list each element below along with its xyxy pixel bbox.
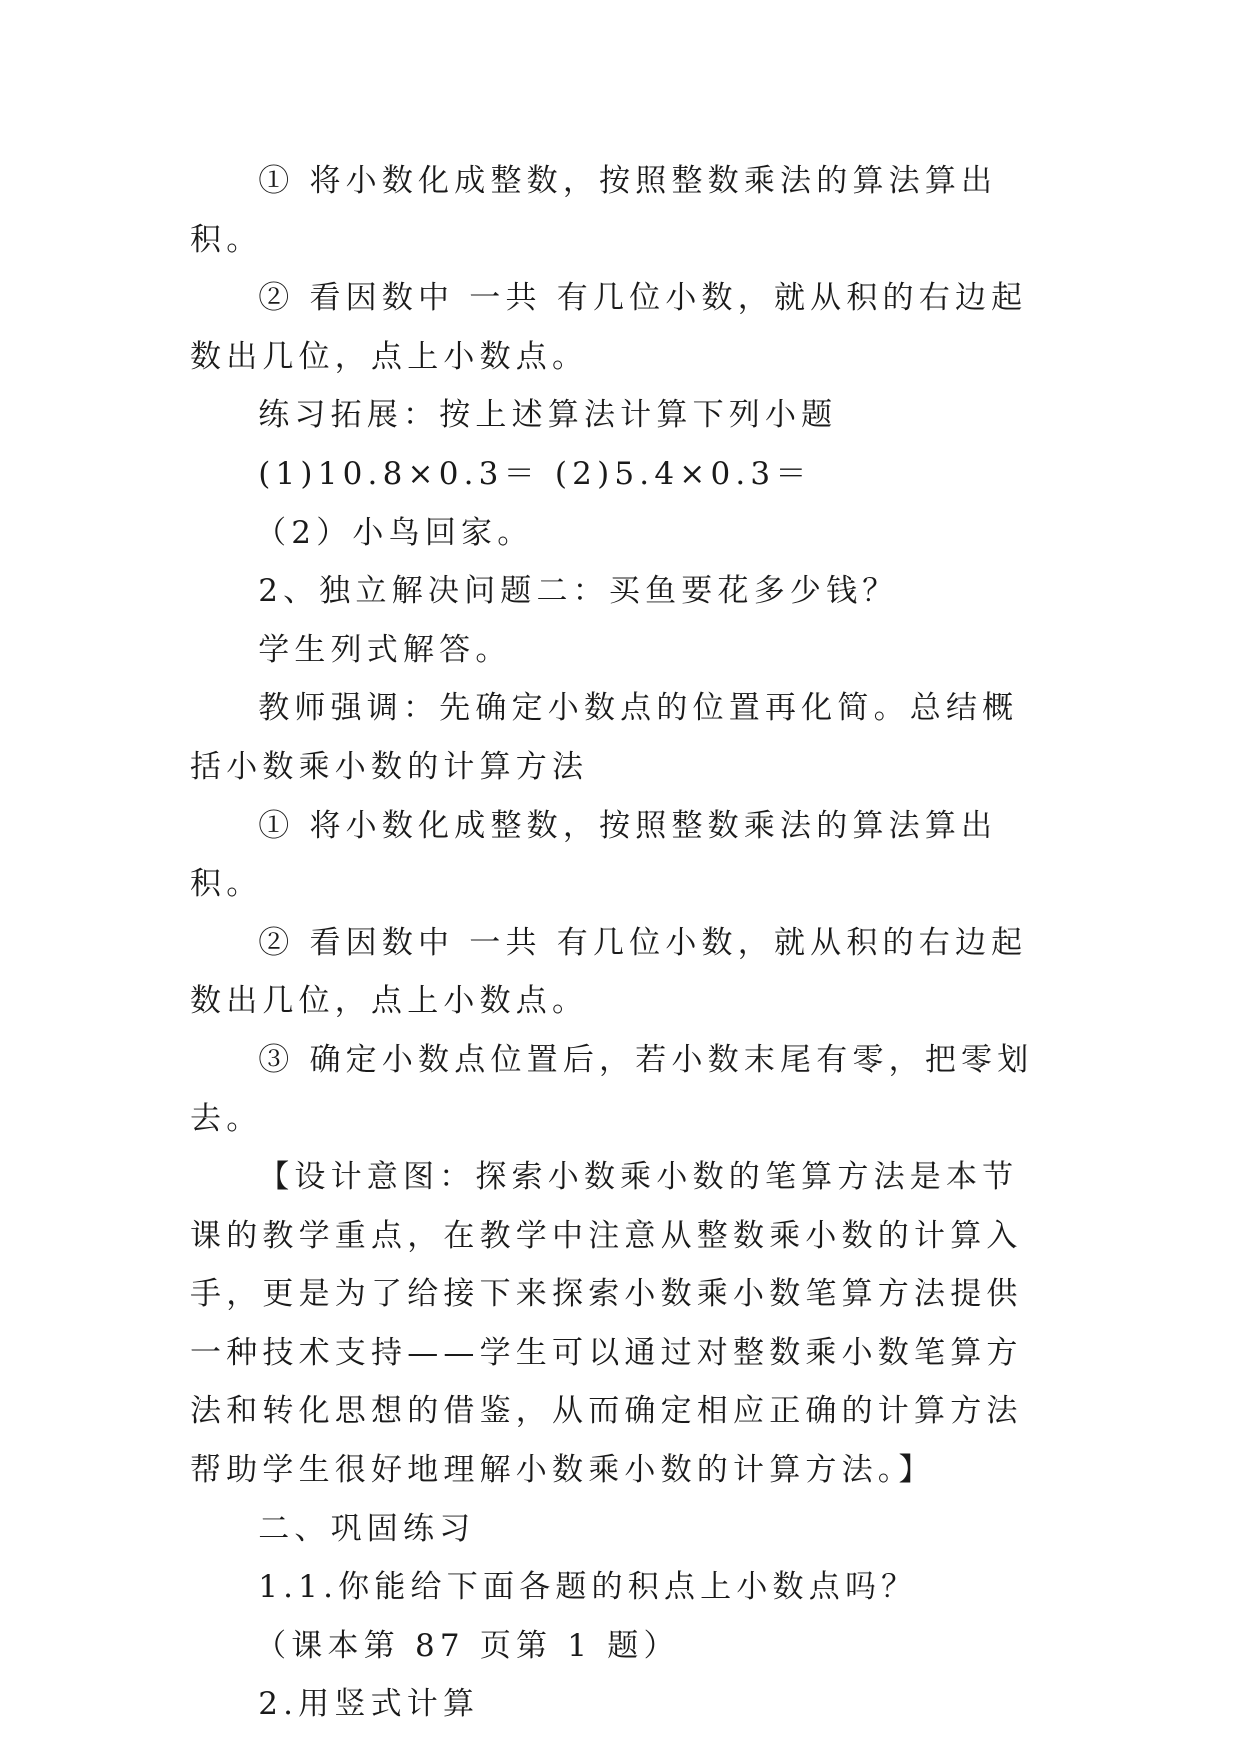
teacher-emphasis-paragraph: 教师强调：先确定小数点的位置再化简。总结概括小数乘小数的计算方法 bbox=[190, 690, 1019, 785]
design-intent-paragraph: 【设计意图：探索小数乘小数的笔算方法是本节课的教学重点，在教学中注意从整数乘小数的计算入手，更是为了给接下来探索小数乘小数笔算方法提供一种技术支持——学生可以通过对整数乘小数笔算方法和转化思想的借鉴，从而确定相应正确的计算方法帮助学生很好地理解小数乘小数的计算方法。】 bbox=[190, 1159, 1023, 1489]
document-body bbox=[190, 152, 1050, 1734]
step-1-paragraph: ① 将小数化成整数，按照整数乘法的算法算出积。 bbox=[190, 163, 998, 258]
exercise-2-paragraph: 2.用竖式计算 bbox=[258, 1686, 480, 1723]
problem-two-paragraph: 2、独立解决问题二：买鱼要花多少钱？ bbox=[258, 573, 899, 610]
exercise-1-paragraph: 1.1.你能给下面各题的积点上小数点吗？ bbox=[258, 1569, 918, 1606]
textbook-reference-paragraph: （课本第 87 页第 1 题） bbox=[255, 1627, 680, 1664]
method-step-3-paragraph: ③ 确定小数点位置后，若小数末尾有零，把零划去。 bbox=[190, 1041, 1034, 1137]
practice-problems-paragraph: (1)10.8×0.3＝ (2)5.4×0.3＝ bbox=[258, 455, 812, 492]
method-step-2-paragraph: ② 看因数中 一共 有几位小数，就从积的右边起数出几位，点上小数点。 bbox=[190, 924, 1028, 1020]
step-2-paragraph: ② 看因数中 一共 有几位小数，就从积的右边起数出几位，点上小数点。 bbox=[190, 280, 1028, 375]
method-step-1-paragraph: ① 将小数化成整数，按照整数乘法的算法算出积。 bbox=[190, 807, 998, 903]
bird-home-paragraph: （2）小鸟回家。 bbox=[255, 514, 534, 551]
consolidation-heading: 二、巩固练习 bbox=[258, 1510, 476, 1547]
student-answer-paragraph: 学生列式解答。 bbox=[258, 631, 512, 668]
practice-extension-paragraph: 练习拓展：按上述算法计算下列小题 bbox=[258, 397, 838, 434]
